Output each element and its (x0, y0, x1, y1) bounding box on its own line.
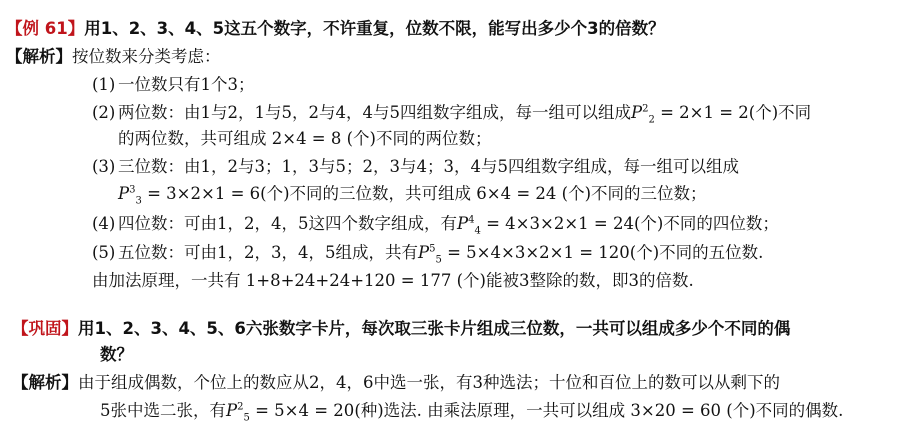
consolidate-heading-cont (100, 344, 133, 366)
analysis-item-2-cont (118, 128, 492, 150)
item-text: 两位数：由1与2，1与5，2与4，4与5四组数字组成，每一组可以组成 (118, 103, 631, 122)
permutation-formula: $P^2_5 = 5\times 4 = 20$ (226, 401, 355, 424)
analysis-item-4 (92, 213, 779, 235)
analysis-intro-line (6, 46, 221, 68)
item-tail: (个)不同的三位数，共可组成 6×4 = 24 (个)不同的三位数； (260, 184, 707, 203)
item-text: 五位数：可由1，2，3，4，5组成，共有 (118, 243, 418, 262)
item-text: 一位数只有1个3； (118, 75, 255, 94)
item-tail: (个)不同的五位数. (629, 243, 764, 262)
consolidate-tag: 【巩固】 (12, 319, 78, 338)
item-text: 四位数：可由1，2，4，5这四个数字组成，有 (118, 214, 457, 233)
item-number: (2) (92, 103, 116, 122)
item-text: 三位数：由1，2与3；1，3与5；2，3与4；3，4与5四组数字组成，每一组可以组成 (118, 157, 739, 176)
consolidate-heading (12, 318, 790, 340)
analysis2-text-pre: 5张中选二张，有 (100, 401, 226, 420)
analysis2-line1 (12, 372, 780, 394)
analysis2-text: 由于组成偶数，个位上的数应从2，4，6中选一张，有3种选法；十位和百位上的数可以从剩下的 (78, 373, 780, 392)
permutation-formula: $P^3_3 = 3\times 2\times 1 = 6$ (118, 184, 261, 207)
permutation-formula: $P^4_4 = 4\times 3\times 2\times 1 = 24$ (457, 214, 634, 237)
item-number: (3) (92, 157, 116, 176)
item-tail: (个)不同的四位数； (633, 214, 779, 233)
analysis-intro: 按位数来分类考虑： (72, 47, 221, 66)
consolidate-question-line1: 用1、2、3、4、5、6六张数字卡片，每次取三张卡片组成三位数，一共可以组成多少个不同的偶 (78, 319, 791, 338)
example-heading (6, 18, 665, 40)
conclusion-text: 由加法原理，一共有 1+8+24+24+120 = 177 (个)能被3整除的数，即3的倍数. (92, 271, 694, 290)
analysis2-label: 【解析】 (12, 373, 78, 392)
analysis-item-5 (92, 242, 763, 264)
item-number: (5) (92, 243, 116, 262)
analysis2-line2 (100, 400, 843, 422)
consolidate-question-line2: 数？ (100, 345, 133, 364)
item-continuation: 的两位数，共可组成 2×4 = 8 (个)不同的两位数； (118, 129, 492, 148)
permutation-formula: $P^2_2 = 2\times 1 = 2$ (630, 103, 749, 126)
item-tail: (个)不同 (748, 103, 812, 122)
item-number: (1) (92, 75, 116, 94)
permutation-formula: $P^5_5 = 5\times 4\times 3\times 2\times 1 = 120$ (418, 243, 630, 266)
analysis-conclusion (92, 270, 694, 292)
analysis-label: 【解析】 (6, 47, 72, 66)
analysis-item-3 (92, 156, 739, 178)
analysis2-text-post: (种)选法. 由乘法原理，一共可以组成 3×20 = 60 (个)不同的偶数. (354, 401, 844, 420)
example-tag: 【例 61】 (6, 19, 85, 38)
analysis-item-2 (92, 102, 811, 124)
analysis-item-3-cont (118, 183, 707, 205)
analysis-item-1 (92, 74, 255, 96)
example-question: 用1、2、3、4、5这五个数字，不许重复，位数不限，能写出多少个3的倍数？ (84, 19, 665, 38)
item-number: (4) (92, 214, 116, 233)
